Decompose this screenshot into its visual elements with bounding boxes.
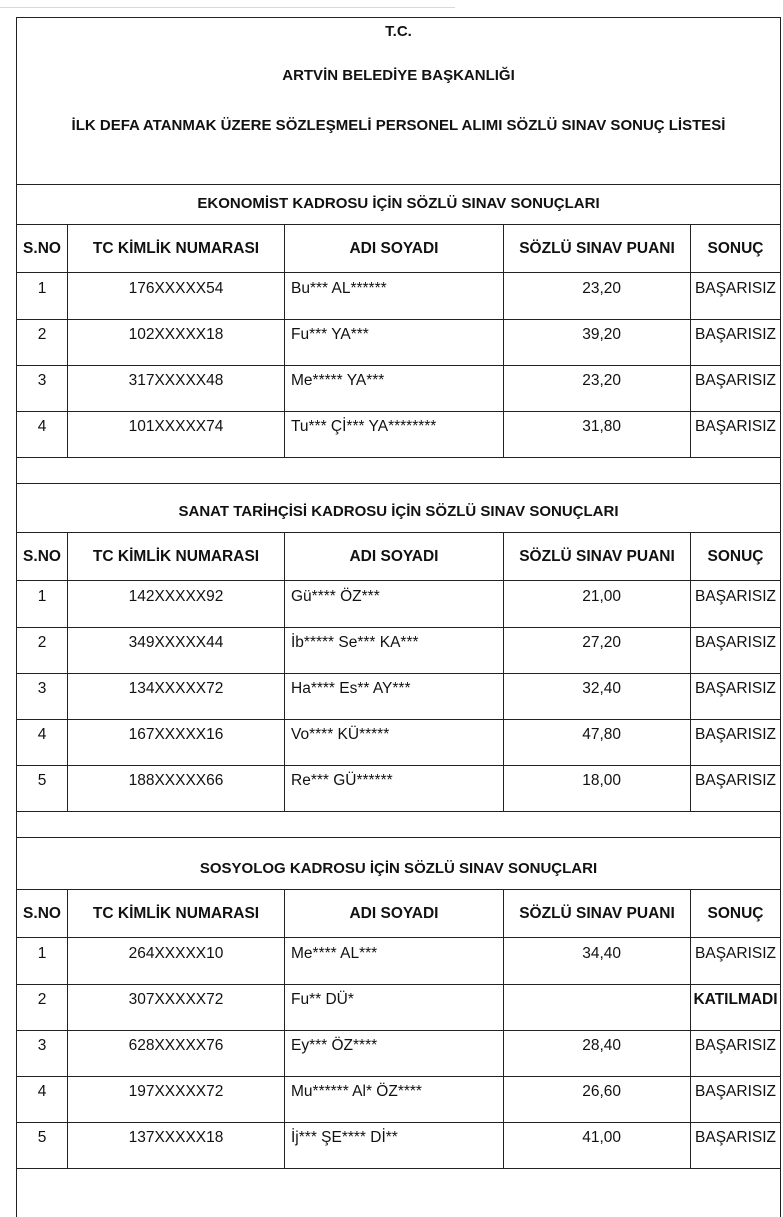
row-result: BAŞARISIZ: [695, 680, 776, 697]
row-result: BAŞARISIZ: [695, 1083, 776, 1100]
header-list-title: İLK DEFA ATANMAK ÜZERE SÖZLEŞMELİ PERSONEL ALIMI SÖZLÜ SINAV SONUÇ LİSTESİ: [71, 117, 726, 134]
row-name: Me**** AL***: [285, 938, 504, 984]
row-tc-number: 134XXXXX72: [68, 673, 285, 719]
section-spacer: [17, 457, 780, 484]
table-row: [17, 673, 780, 720]
row-name: Fu*** YA***: [285, 319, 504, 365]
table-row: [17, 719, 780, 766]
row-score: 34,40: [504, 938, 691, 984]
row-score: 32,40: [504, 673, 691, 719]
row-score: 26,60: [504, 1076, 691, 1122]
row-sno: 2: [17, 627, 68, 673]
row-tc-number: 102XXXXX18: [68, 319, 285, 365]
table-row: [17, 273, 780, 320]
table-row: [17, 319, 780, 366]
row-name: Me***** YA***: [285, 365, 504, 411]
section-title: SANAT TARİHÇİSİ KADROSU İÇİN SÖZLÜ SINAV SONUÇLARI: [17, 492, 780, 533]
row-name: Bu*** AL******: [285, 273, 504, 319]
row-sno: 4: [17, 1076, 68, 1122]
row-score: 21,00: [504, 581, 691, 627]
row-tc-number: 142XXXXX92: [68, 581, 285, 627]
top-rule: [0, 7, 455, 8]
row-name: İb***** Se*** KA***: [285, 627, 504, 673]
row-result: BAŞARISIZ: [695, 1037, 776, 1054]
row-name: Ha**** Es** AY***: [285, 673, 504, 719]
table-row: [17, 1030, 780, 1077]
section-title: EKONOMİST KADROSU İÇİN SÖZLÜ SINAV SONUÇLARI: [17, 184, 780, 225]
row-tc-number: 101XXXXX74: [68, 411, 285, 457]
table-header-row: [17, 225, 780, 273]
row-sno: 5: [17, 765, 68, 811]
row-result: KATILMADI: [693, 991, 778, 1008]
row-score: 39,20: [504, 319, 691, 365]
table-row: [17, 1076, 780, 1123]
column-header-result: SONUÇ: [707, 239, 764, 257]
row-sno: 5: [17, 1122, 68, 1168]
row-name: Mu****** Al* ÖZ****: [285, 1076, 504, 1122]
row-sno: 1: [17, 273, 68, 319]
table-row: [17, 1122, 780, 1169]
row-name: Fu** DÜ*: [285, 984, 504, 1030]
header-country: T.C.: [385, 23, 412, 40]
row-result: BAŞARISIZ: [695, 280, 776, 297]
row-result: BAŞARISIZ: [695, 326, 776, 343]
row-score: 18,00: [504, 765, 691, 811]
column-header-tc: TC KİMLİK NUMARASI: [68, 225, 285, 272]
table-row: [17, 765, 780, 812]
table-header-row: [17, 890, 780, 938]
row-sno: 2: [17, 984, 68, 1030]
column-header-sno: S.NO: [17, 225, 68, 272]
row-result: BAŞARISIZ: [695, 945, 776, 962]
row-sno: 3: [17, 673, 68, 719]
table-row: [17, 365, 780, 412]
column-header-result: SONUÇ: [707, 547, 764, 565]
row-sno: 4: [17, 719, 68, 765]
table-row: [17, 938, 780, 985]
row-tc-number: 317XXXXX48: [68, 365, 285, 411]
row-tc-number: 628XXXXX76: [68, 1030, 285, 1076]
row-score: [504, 984, 691, 1030]
column-header-tc: TC KİMLİK NUMARASI: [68, 533, 285, 580]
row-sno: 4: [17, 411, 68, 457]
column-header-name: ADI SOYADI: [285, 533, 504, 580]
row-score: 23,20: [504, 365, 691, 411]
document-header: [17, 18, 780, 185]
table-row: [17, 581, 780, 628]
row-result: BAŞARISIZ: [695, 418, 776, 435]
row-score: 41,00: [504, 1122, 691, 1168]
row-result: BAŞARISIZ: [695, 588, 776, 605]
row-result: BAŞARISIZ: [695, 372, 776, 389]
column-header-sno: S.NO: [17, 890, 68, 937]
column-header-name: ADI SOYADI: [285, 890, 504, 937]
row-result: BAŞARISIZ: [695, 726, 776, 743]
row-tc-number: 307XXXXX72: [68, 984, 285, 1030]
row-score: 31,80: [504, 411, 691, 457]
column-header-name: ADI SOYADI: [285, 225, 504, 272]
row-sno: 3: [17, 365, 68, 411]
row-tc-number: 167XXXXX16: [68, 719, 285, 765]
row-tc-number: 188XXXXX66: [68, 765, 285, 811]
column-header-sno: S.NO: [17, 533, 68, 580]
row-score: 28,40: [504, 1030, 691, 1076]
table-header-row: [17, 533, 780, 581]
column-header-tc: TC KİMLİK NUMARASI: [68, 890, 285, 937]
row-score: 47,80: [504, 719, 691, 765]
table-row: [17, 627, 780, 674]
row-score: 27,20: [504, 627, 691, 673]
column-header-score: SÖZLÜ SINAV PUANI: [504, 890, 691, 937]
row-sno: 3: [17, 1030, 68, 1076]
row-name: Gü**** ÖZ***: [285, 581, 504, 627]
column-header-score: SÖZLÜ SINAV PUANI: [504, 533, 691, 580]
row-tc-number: 349XXXXX44: [68, 627, 285, 673]
section-spacer: [17, 811, 780, 838]
row-sno: 1: [17, 938, 68, 984]
row-result: BAŞARISIZ: [695, 634, 776, 651]
row-tc-number: 176XXXXX54: [68, 273, 285, 319]
row-name: İj*** ŞE**** Dİ**: [285, 1122, 504, 1168]
column-header-result: SONUÇ: [707, 904, 764, 922]
row-score: 23,20: [504, 273, 691, 319]
row-result: BAŞARISIZ: [695, 1129, 776, 1146]
row-tc-number: 197XXXXX72: [68, 1076, 285, 1122]
row-name: Vo**** KÜ*****: [285, 719, 504, 765]
table-row: [17, 984, 780, 1031]
section-title: SOSYOLOG KADROSU İÇİN SÖZLÜ SINAV SONUÇLARI: [17, 849, 780, 890]
header-institution: ARTVİN BELEDİYE BAŞKANLIĞI: [282, 67, 515, 84]
row-name: Re*** GÜ******: [285, 765, 504, 811]
row-name: Ey*** ÖZ****: [285, 1030, 504, 1076]
column-header-score: SÖZLÜ SINAV PUANI: [504, 225, 691, 272]
row-tc-number: 264XXXXX10: [68, 938, 285, 984]
row-name: Tu*** Çİ*** YA********: [285, 411, 504, 457]
table-row: [17, 411, 780, 458]
row-sno: 2: [17, 319, 68, 365]
results-document: [16, 17, 781, 1217]
row-sno: 1: [17, 581, 68, 627]
row-tc-number: 137XXXXX18: [68, 1122, 285, 1168]
row-result: BAŞARISIZ: [695, 772, 776, 789]
